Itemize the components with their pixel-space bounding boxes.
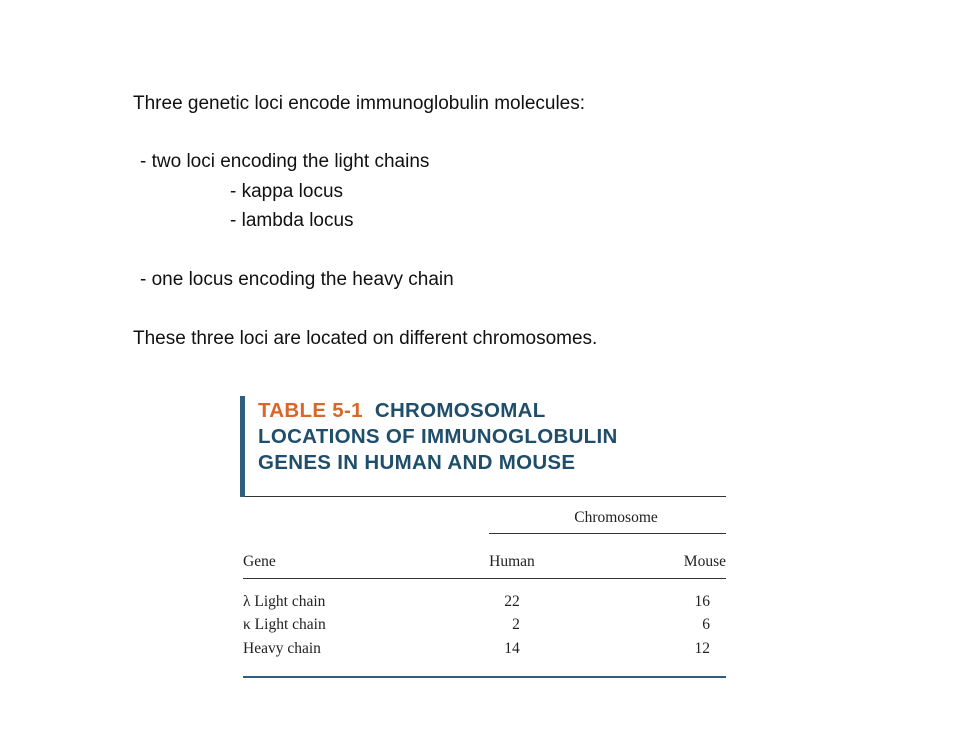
heavy-chain-locus-item: - one locus encoding the heavy chain (140, 269, 454, 290)
table-title (258, 398, 718, 476)
row-mouse-lambda: 16 (694, 593, 710, 610)
lambda-locus-item: - lambda locus (230, 210, 354, 231)
header-mouse: Mouse (683, 553, 726, 570)
row-gene-lambda: λ Light chain (243, 593, 326, 610)
conclusion-text: These three loci are located on different chromosomes. (133, 328, 598, 349)
table-figure (240, 396, 726, 682)
row-human-kappa: 2 (512, 616, 520, 633)
header-gene: Gene (243, 553, 276, 570)
title-accent-bar (240, 396, 245, 497)
table-label: TABLE 5-1 (258, 399, 363, 422)
header-human: Human (489, 553, 535, 570)
table-title-line-3: GENES IN HUMAN AND MOUSE (258, 451, 576, 474)
table-title-line-2: LOCATIONS OF IMMUNOGLOBULIN (258, 425, 618, 448)
table-bottom-rule (243, 676, 726, 678)
title-rule (245, 496, 726, 497)
table-title-line-1: CHROMOSOMAL (374, 399, 546, 422)
header-rule (243, 578, 726, 579)
chromosome-group-header: Chromosome (574, 509, 658, 526)
row-human-lambda: 22 (504, 593, 520, 610)
row-mouse-kappa: 6 (702, 616, 710, 633)
group-header-rule (489, 533, 726, 534)
kappa-locus-item: - kappa locus (230, 181, 344, 202)
intro-text: Three genetic loci encode immunoglobulin molecules: (133, 93, 586, 114)
row-gene-kappa: κ Light chain (243, 616, 326, 633)
row-human-heavy: 14 (504, 640, 520, 657)
light-chain-loci-item: - two loci encoding the light chains (140, 151, 430, 172)
row-gene-heavy: Heavy chain (243, 640, 321, 657)
row-mouse-heavy: 12 (694, 640, 710, 657)
